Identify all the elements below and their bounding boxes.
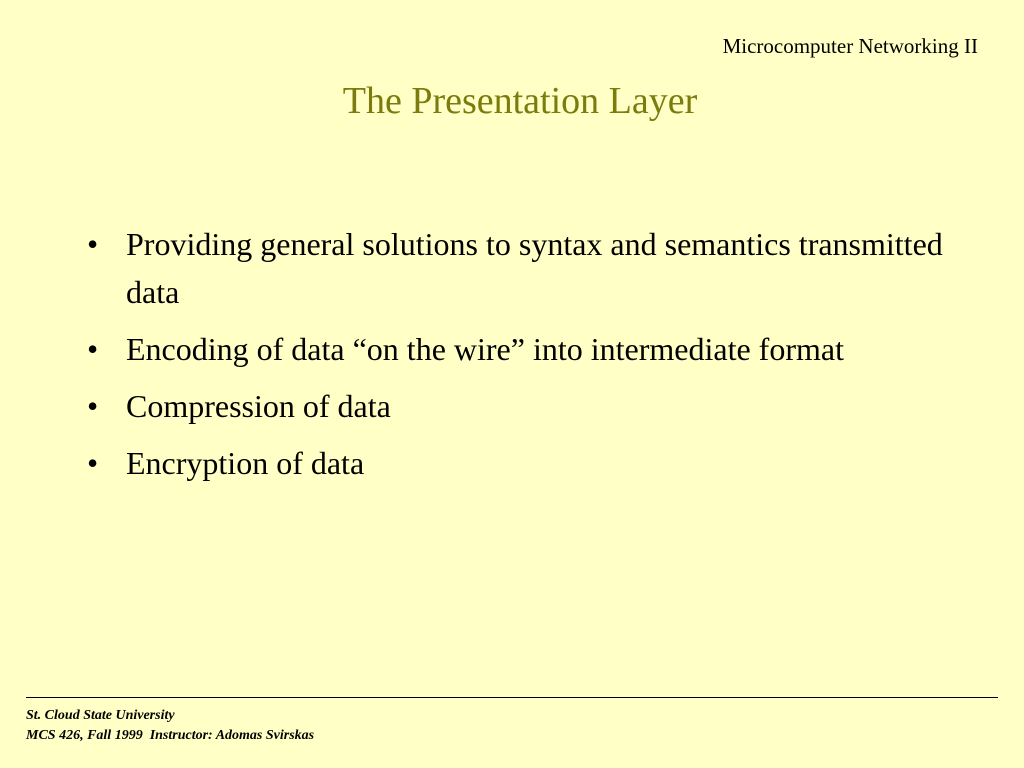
bullet-item xyxy=(85,382,945,430)
footer-university: St. Cloud State University xyxy=(26,708,175,723)
bullet-item xyxy=(85,325,945,373)
bullet-item xyxy=(85,220,945,316)
course-header: Microcomputer Networking II xyxy=(722,34,978,58)
bullet-text: Providing general solutions to syntax and semantics transmitted data xyxy=(126,226,943,310)
bullet-item xyxy=(85,439,945,487)
footer-divider xyxy=(26,697,998,698)
bullet-dot-icon: • xyxy=(87,388,99,424)
bullet-text: Compression of data xyxy=(126,388,391,424)
bullet-text: Encryption of data xyxy=(126,445,365,481)
bullet-list xyxy=(85,220,945,496)
footer-course-info: MCS 426, Fall 1999 Instructor: Adomas Svirskas xyxy=(26,728,315,743)
slide-title: The Presentation Layer xyxy=(342,80,698,122)
bullet-text: Encoding of data “on the wire” into intermediate format xyxy=(126,331,844,367)
bullet-dot-icon: • xyxy=(87,331,99,367)
bullet-dot-icon: • xyxy=(87,445,99,481)
bullet-dot-icon: • xyxy=(87,226,99,262)
